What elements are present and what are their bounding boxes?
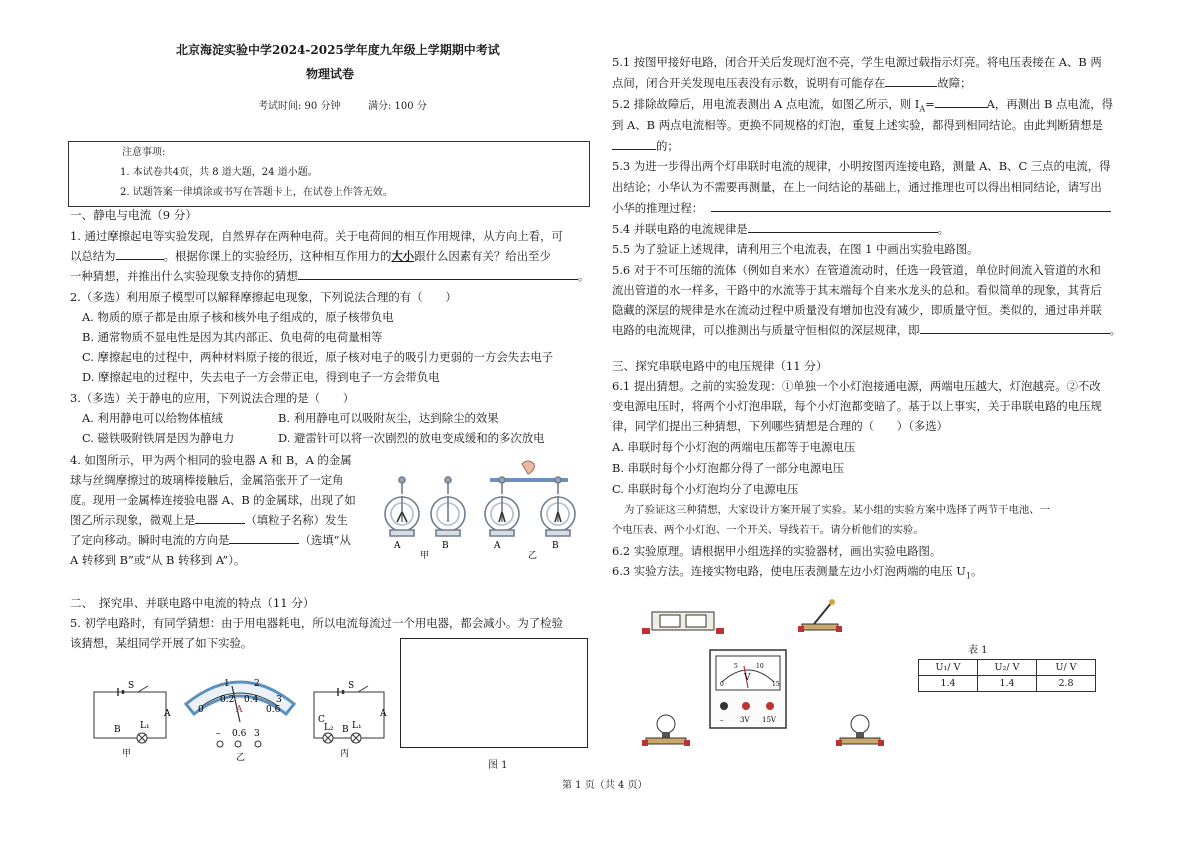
q4-line: 了定向移动。瞬时电流的方向是 （选填“从 bbox=[70, 533, 351, 547]
q2-option[interactable]: C. 摩擦起电的过程中，两种材料原子接的很近，原子核对电子的吸引力更弱的一方会失去电子 bbox=[82, 350, 554, 364]
q6-1-option[interactable]: B. 串联时每个小灯泡都分得了一部分电源电压 bbox=[612, 461, 845, 475]
q5-5-line: 5.5 为了验证上述规律，请利用三个电流表，在图 1 中画出实验电路图。 bbox=[612, 242, 979, 256]
q5-1-line: 5.1 按图甲接好电路，闭合开关后发现灯泡不亮，学生电源过载指示灯亮。将电压表接在 A、B 两 bbox=[612, 55, 1102, 69]
q4-line: A 转移到 B”或“从 B 转移到 A”）。 bbox=[70, 553, 246, 567]
terminal-neg: – bbox=[216, 729, 221, 739]
q2-option[interactable]: A. 物质的原子都是由原子核和核外电子组成的，原子核带负电 bbox=[82, 310, 394, 324]
answer-blank[interactable] bbox=[885, 75, 937, 87]
electroscope-b-yi bbox=[541, 477, 575, 536]
q4-line: 图乙所示现象，微观上是 （填粒子名称）发生 bbox=[70, 513, 348, 527]
exam-title: 北京海淀实验中学2024-2025学年度九年级上学期期中考试 bbox=[176, 43, 500, 57]
q5-2-line: 到 A、B 两点电流相等。更换不同规格的灯泡，重复上述实验，都得到相同结论。由此判断猜想是 bbox=[612, 118, 1103, 132]
q6-1-line: 为了验证这三种猜想，大家设计方案开展了实验。某小组的实验方案中选择了两节干电池、一 bbox=[624, 504, 1051, 516]
q3-option[interactable]: B. 利用静电可以吸附灰尘，达到除尘的效果 bbox=[278, 411, 499, 425]
table-header: U₂/ V bbox=[978, 660, 1037, 676]
answer-blank[interactable] bbox=[935, 96, 987, 108]
terminal-0-6: 0.6 bbox=[232, 729, 247, 739]
q5-line: 该猜想，某组同学开展了如下实验。 bbox=[70, 636, 253, 650]
electroscope-a-yi bbox=[485, 477, 519, 536]
label-jia: 甲 bbox=[420, 551, 430, 561]
label-a: A bbox=[394, 541, 401, 551]
q6-1-line: 6.1 提出猜想。之前的实验发现：①单独一个小灯泡接通电源，两端电压越大，灯泡越亮。②不改 bbox=[612, 379, 1101, 393]
switch-label: S bbox=[348, 681, 355, 691]
label-jia: 甲 bbox=[122, 749, 132, 759]
ammeter-unit: A bbox=[236, 705, 243, 715]
q5-6-line: 隐藏的深层的规律是水在流动过程中质量没有增加也没有减少，即质量守恒。类似的，通过串并联 bbox=[612, 303, 1102, 317]
notes-heading: 注意事项: bbox=[122, 147, 166, 158]
q1-line: 一种猜想，并推出什么实验现象支持你的猜想 。 bbox=[70, 269, 590, 283]
lamp-l2: L₂ bbox=[324, 723, 334, 733]
q2-option[interactable]: D. 摩擦起电的过程中，失去电子一方会带正电，得到电子一方会带负电 bbox=[82, 370, 440, 384]
ammeter-yi bbox=[180, 664, 300, 764]
table-cell: 1.4 bbox=[978, 676, 1037, 692]
point-a: A bbox=[164, 709, 171, 719]
q4-line: 4. 如图所示，甲为两个相同的验电器 A 和 B，A 的金属 bbox=[70, 453, 352, 467]
v-3: 3V bbox=[740, 716, 750, 724]
circuit-bing bbox=[308, 680, 398, 760]
answer-blank[interactable] bbox=[116, 248, 164, 260]
v-tick: 15 bbox=[772, 681, 780, 688]
voltmeter-v: V bbox=[744, 673, 751, 683]
hand-icon bbox=[522, 461, 534, 474]
q1-emphasis: 大小 bbox=[391, 249, 415, 263]
q6-3-line: 6.3 实验方法。连接实物电路，使电压表测量左边小灯泡两端的电压 $U_1$。 bbox=[612, 564, 983, 581]
table-cell: 2.8 bbox=[1037, 676, 1096, 692]
label-b: B bbox=[442, 541, 449, 551]
q5-6-line: 电路的电流规律，可以推测出与质量守恒相似的深层规律，即 。 bbox=[612, 323, 1121, 337]
section2-heading: 二、 探究串、并联电路中电流的特点（11 分） bbox=[70, 596, 315, 610]
table-header: U₁/ V bbox=[919, 660, 978, 676]
q6-2-line: 6.2 实验原理。请根据甲小组选择的实验器材，画出实验电路图。 bbox=[612, 544, 942, 558]
v-tick: 5 bbox=[734, 663, 738, 670]
page-footer: 第 1 页（共 4 页） bbox=[562, 780, 648, 791]
answer-blank[interactable] bbox=[229, 532, 299, 544]
q5-line: 5. 初学电路时，有同学猜想：由于用电器耗电，所以电流每流过一个用电器，都会减小。为了检验 bbox=[70, 616, 563, 630]
q6-1-line: 个电压表、两个小灯泡、一个开关、导线若干。请分析他们的实验。 bbox=[612, 524, 924, 536]
answer-blank[interactable] bbox=[298, 268, 578, 280]
v-tick: 10 bbox=[756, 663, 764, 670]
bulb-icon-right bbox=[836, 715, 884, 746]
table-header: U/ V bbox=[1037, 660, 1096, 676]
q5-6-line: 流出管道的水一样多，干路中的水流等于其末端每个自来水龙头的总和。看似简单的现象，其背后 bbox=[612, 283, 1102, 297]
v-neg: – bbox=[720, 716, 724, 724]
q3-option[interactable]: D. 避雷针可以将一次剧烈的放电变成缓和的多次放电 bbox=[278, 431, 545, 445]
q2-stem: 2.（多选）利用原子模型可以解释摩擦起电现象，下列说法合理的有（ ） bbox=[70, 290, 457, 304]
point-c: C bbox=[318, 715, 325, 725]
label-bing: 丙 bbox=[340, 749, 350, 759]
exam-score: 满分: 100 分 bbox=[368, 101, 427, 112]
tick-0-4: 0.4 bbox=[244, 695, 259, 705]
electroscope-b-jia bbox=[431, 477, 465, 536]
q2-option[interactable]: B. 通常物质不显电性是因为其内部正、负电荷的电荷量相等 bbox=[82, 330, 383, 344]
q4-line: 度。现用一金属棒连接验电器 A、B 的金属球，出现了如 bbox=[70, 493, 356, 507]
point-b: B bbox=[114, 725, 121, 735]
voltmeter-icon bbox=[710, 650, 786, 728]
lamp-l1: L₁ bbox=[140, 721, 150, 731]
circuit-jia bbox=[88, 680, 178, 760]
q5-3-line: 小华的推理过程： bbox=[612, 200, 1111, 216]
table-caption: 表 1 bbox=[968, 645, 988, 656]
answer-blank[interactable] bbox=[748, 221, 938, 233]
answer-blank[interactable] bbox=[195, 512, 245, 524]
section1-heading: 一、静电与电流（9 分） bbox=[70, 208, 197, 222]
q5-2-line: 5.2 排除故障后，用电流表测出 A 点电流，如图乙所示，则 $I_A= A$，再测出 B 点电流，得 bbox=[612, 97, 1113, 114]
battery-icon bbox=[642, 612, 724, 634]
apparatus-figure bbox=[638, 606, 908, 756]
q3-stem: 3.（多选）关于静电的应用，下列说法合理的是（ ） bbox=[70, 391, 355, 405]
q5-2-line: 的； bbox=[612, 138, 679, 154]
q5-6-line: 5.6 对于不可压缩的流体（例如自来水）在管道流动时，任选一段管道，单位时间流入管道的水和 bbox=[612, 263, 1101, 277]
q5-3-line: 出结论；小华认为不需要再测量，在上一问结论的基础上，通过推理也可以得出相同结论，请写出 bbox=[612, 180, 1102, 194]
q3-option[interactable]: C. 磁铁吸附铁屑是因为静电力 bbox=[82, 431, 235, 445]
q6-1-line: 律，同学们提出三种猜想，下列哪些猜想是合理的（ ）（多选） bbox=[612, 419, 949, 433]
tick-3: 3 bbox=[276, 695, 282, 705]
q5-3-line: 5.3 为进一步得出两个灯串联时电流的规律，小明按图丙连接电路，测量 A、B、C 三点的电流，得 bbox=[612, 159, 1111, 173]
label-b: B bbox=[552, 541, 559, 551]
point-a: A bbox=[380, 709, 387, 719]
switch-icon bbox=[798, 599, 842, 632]
label-a: A bbox=[494, 541, 501, 551]
q5-1-line: 点间，闭合开关发现电压表没有示数，说明有可能存在 故障； bbox=[612, 76, 972, 90]
figure1-drawing-box[interactable] bbox=[400, 638, 588, 748]
electroscope-figure bbox=[372, 456, 592, 566]
notes-item: 1. 本试卷共4页，共 8 道大题，24 道小题。 bbox=[120, 167, 318, 178]
q1-line: 1. 通过摩擦起电等实验发现，自然界存在两种电荷。关于电荷间的相互作用规律，从方向上看，可 bbox=[70, 229, 563, 243]
section3-heading: 三、探究串联电路中的电压规律（11 分） bbox=[612, 359, 828, 373]
q3-option[interactable]: A. 利用静电可以给物体植绒 bbox=[82, 411, 223, 425]
answer-blank[interactable] bbox=[920, 322, 1110, 334]
switch-label: S bbox=[128, 681, 135, 691]
exam-time: 考试时间: 90 分钟 bbox=[258, 101, 341, 112]
label-yi: 乙 bbox=[528, 551, 538, 561]
terminal-3: 3 bbox=[254, 729, 260, 739]
q4-line: 球与丝绸摩擦过的玻璃棒接触后，金属箔张开了一定角 bbox=[70, 473, 344, 487]
tick-0-6: 0.6 bbox=[266, 705, 281, 715]
answer-blank[interactable] bbox=[711, 200, 1111, 212]
q6-1-option[interactable]: C. 串联时每个小灯泡均分了电源电压 bbox=[612, 482, 799, 496]
point-b: B bbox=[342, 725, 349, 735]
answer-blank[interactable] bbox=[612, 138, 656, 150]
q1-line: 以总结为 。根据你课上的实验经历，这种相互作用力的大小跟什么因素有关？给出至少 bbox=[70, 249, 551, 263]
exam-subtitle: 物理试卷 bbox=[306, 67, 355, 81]
figure1-label: 图 1 bbox=[488, 760, 508, 771]
tick-2: 2 bbox=[254, 679, 260, 689]
label-yi: 乙 bbox=[236, 753, 246, 763]
electroscope-a-jia bbox=[385, 477, 419, 536]
tick-1: 1 bbox=[224, 679, 230, 689]
q6-1-line: 变电源电压时，将两个小灯泡串联，每个小灯泡都变暗了。基于以上事实，关于串联电路的电压规 bbox=[612, 399, 1102, 413]
q5-4-line: 5.4 并联电路的电流规律是 。 bbox=[612, 222, 950, 236]
data-table bbox=[918, 659, 1096, 692]
tick-0: 0 bbox=[198, 705, 204, 715]
v-tick: 0 bbox=[720, 681, 724, 688]
notes-item: 2. 试题答案一律填涂或书写在答题卡上，在试卷上作答无效。 bbox=[120, 187, 393, 198]
lamp-l1: L₁ bbox=[352, 721, 362, 731]
tick-0-2: 0.2 bbox=[220, 695, 235, 705]
v-15: 15V bbox=[762, 716, 776, 724]
table-cell: 1.4 bbox=[919, 676, 978, 692]
q6-1-option[interactable]: A. 串联时每个小灯泡的两端电压都等于电源电压 bbox=[612, 440, 856, 454]
bulb-icon-left bbox=[642, 715, 690, 746]
